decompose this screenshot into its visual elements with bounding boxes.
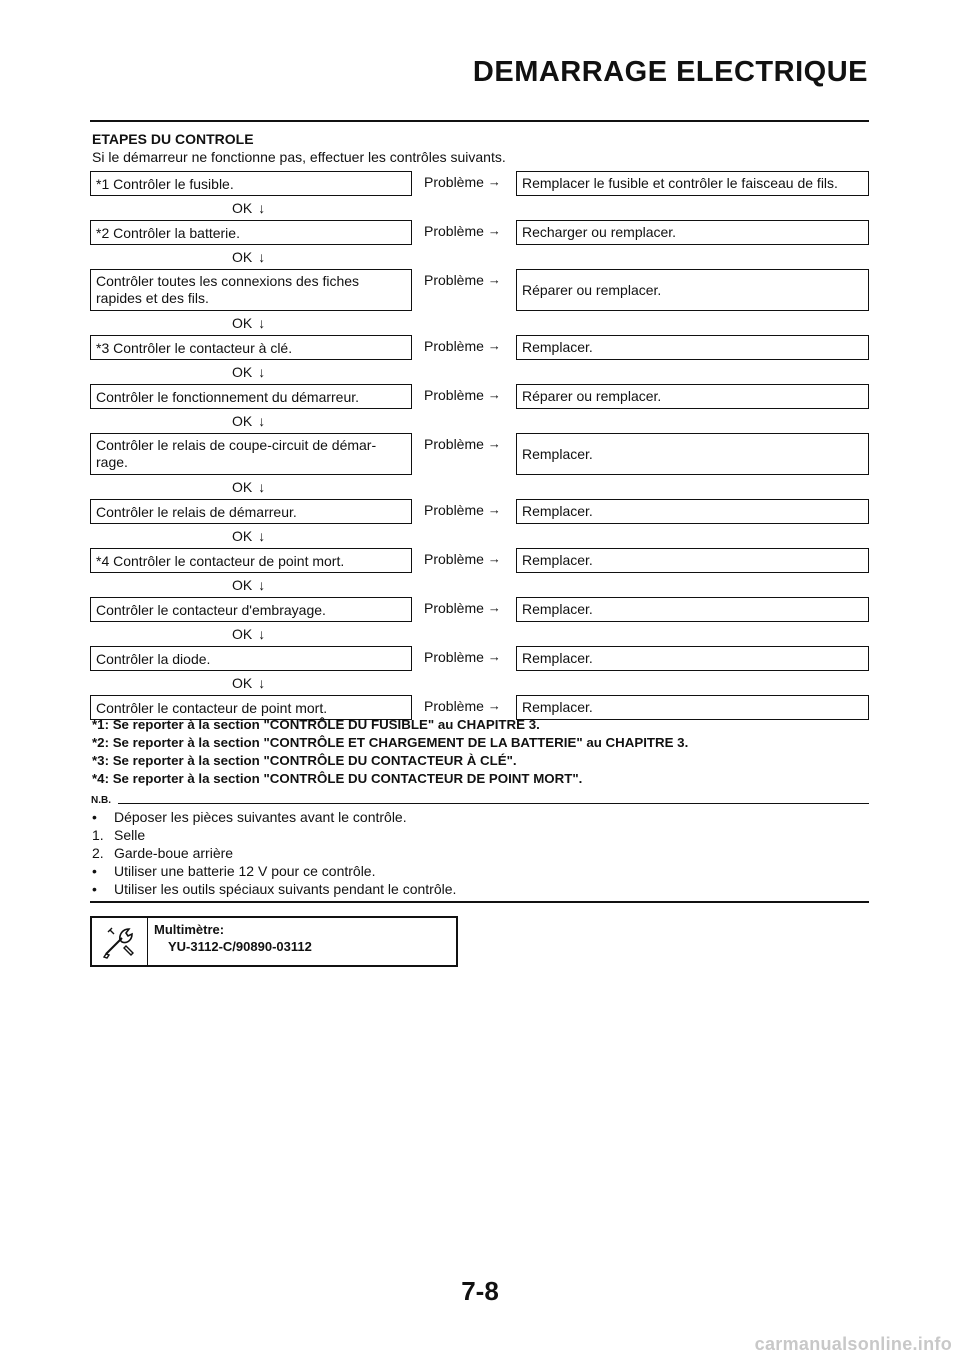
check-step xyxy=(90,597,870,622)
problem-label: Problème → xyxy=(424,698,501,714)
note-item: • Déposer les pièces suivantes avant le contrôle. xyxy=(92,809,407,825)
problem-label: Problème → xyxy=(424,387,501,403)
arrow-right-icon: → xyxy=(487,272,501,287)
tool-name: Multimètre: xyxy=(154,922,225,937)
arrow-down-icon: ↓ xyxy=(258,315,266,331)
arrow-down-icon: ↓ xyxy=(258,675,266,691)
check-step xyxy=(90,646,870,671)
action-box: Remplacer le fusible et contrôler le faisceau de fils. xyxy=(516,171,869,196)
problem-label: Problème → xyxy=(424,174,501,190)
check-step xyxy=(90,335,870,360)
special-tool-box xyxy=(90,916,458,967)
arrow-right-icon: → xyxy=(487,698,501,713)
reference-line: *2: Se reporter à la section "CONTRÔLE ET CHARGEMENT DE LA BATTERIE" au CHAPITRE 3. xyxy=(92,735,689,750)
problem-label: Problème → xyxy=(424,649,501,665)
arrow-down-icon: ↓ xyxy=(258,626,266,642)
problem-label: Problème → xyxy=(424,551,501,567)
reference-notes xyxy=(92,716,688,788)
arrow-down-icon: ↓ xyxy=(258,200,266,216)
check-box: Contrôler le relais de démarreur. xyxy=(90,499,412,524)
note-item: • Utiliser une batterie 12 V pour ce contrôle. xyxy=(92,863,376,879)
note-label: N.B. xyxy=(91,795,111,806)
ok-connector: OK ↓ xyxy=(232,200,266,216)
section-intro: Si le démarreur ne fonctionne pas, effectuer les contrôles suivants. xyxy=(92,149,506,165)
arrow-right-icon: → xyxy=(487,649,501,664)
check-step xyxy=(90,499,870,524)
check-box: *3 Contrôler le contacteur à clé. xyxy=(90,335,412,360)
ok-connector: OK ↓ xyxy=(232,249,266,265)
arrow-down-icon: ↓ xyxy=(258,528,266,544)
problem-label: Problème → xyxy=(424,338,501,354)
ok-connector: OK ↓ xyxy=(232,364,266,380)
ok-connector: OK ↓ xyxy=(232,675,266,691)
problem-label: Problème → xyxy=(424,600,501,616)
action-box: Remplacer. xyxy=(516,695,869,720)
arrow-down-icon: ↓ xyxy=(258,479,266,495)
ok-connector: OK ↓ xyxy=(232,413,266,429)
action-box: Remplacer. xyxy=(516,548,869,573)
problem-label: Problème → xyxy=(424,272,501,288)
check-box: Contrôler la diode. xyxy=(90,646,412,671)
check-box: *1 Contrôler le fusible. xyxy=(90,171,412,196)
action-box: Remplacer. xyxy=(516,646,869,671)
action-box: Réparer ou remplacer. xyxy=(516,269,869,311)
note-list xyxy=(92,809,456,899)
arrow-down-icon: ↓ xyxy=(258,413,266,429)
watermark: carmanualsonline.info xyxy=(754,1334,952,1354)
action-box: Réparer ou remplacer. xyxy=(516,384,869,409)
title-divider xyxy=(90,120,869,122)
note-end-divider xyxy=(90,901,869,903)
check-box: *2 Contrôler la batterie. xyxy=(90,220,412,245)
ok-connector: OK ↓ xyxy=(232,577,266,593)
arrow-right-icon: → xyxy=(487,600,501,615)
reference-line: *4: Se reporter à la section "CONTRÔLE DU CONTACTEUR DE POINT MORT". xyxy=(92,771,583,786)
arrow-right-icon: → xyxy=(487,338,501,353)
note-item: 2. Garde-boue arrière xyxy=(92,845,234,861)
note-divider xyxy=(118,803,869,804)
action-box: Remplacer. xyxy=(516,335,869,360)
arrow-down-icon: ↓ xyxy=(258,249,266,265)
reference-line: *1: Se reporter à la section "CONTRÔLE DU FUSIBLE" au CHAPITRE 3. xyxy=(92,717,540,732)
check-step xyxy=(90,269,870,311)
special-tool-icon xyxy=(92,918,148,965)
arrow-right-icon: → xyxy=(487,387,501,402)
arrow-right-icon: → xyxy=(487,551,501,566)
check-step xyxy=(90,171,870,196)
problem-label: Problème → xyxy=(424,502,501,518)
check-step xyxy=(90,220,870,245)
check-box: Contrôler toutes les connexions des fiches rapides et des fils. xyxy=(90,269,412,311)
action-box: Remplacer. xyxy=(516,433,869,475)
check-flowchart xyxy=(90,171,870,720)
check-step xyxy=(90,384,870,409)
page-number: 7-8 xyxy=(461,1276,499,1306)
check-box: *4 Contrôler le contacteur de point mort. xyxy=(90,548,412,573)
tool-code: YU-3112-C/90890-03112 xyxy=(168,939,312,954)
page-title: DEMARRAGE ELECTRIQUE xyxy=(472,56,868,88)
problem-label: Problème → xyxy=(424,436,501,452)
note-item: • Utiliser les outils spéciaux suivants pendant le contrôle. xyxy=(92,881,457,897)
action-box: Remplacer. xyxy=(516,499,869,524)
check-box: Contrôler le contacteur d'embrayage. xyxy=(90,597,412,622)
ok-connector: OK ↓ xyxy=(232,479,266,495)
arrow-right-icon: → xyxy=(487,223,501,238)
action-box: Recharger ou remplacer. xyxy=(516,220,869,245)
check-step xyxy=(90,433,870,475)
check-box: Contrôler le relais de coupe-circuit de démar- rage. xyxy=(90,433,412,475)
ok-connector: OK ↓ xyxy=(232,528,266,544)
check-box: Contrôler le fonctionnement du démarreur. xyxy=(90,384,412,409)
arrow-right-icon: → xyxy=(487,502,501,517)
action-box: Remplacer. xyxy=(516,597,869,622)
arrow-down-icon: ↓ xyxy=(258,364,266,380)
arrow-right-icon: → xyxy=(487,174,501,189)
check-box: Contrôler le contacteur de point mort. xyxy=(90,695,412,720)
ok-connector: OK ↓ xyxy=(232,626,266,642)
ok-connector: OK ↓ xyxy=(232,315,266,331)
problem-label: Problème → xyxy=(424,223,501,239)
reference-line: *3: Se reporter à la section "CONTRÔLE DU CONTACTEUR À CLÉ". xyxy=(92,753,517,768)
arrow-down-icon: ↓ xyxy=(258,577,266,593)
check-step xyxy=(90,548,870,573)
arrow-right-icon: → xyxy=(487,436,501,451)
section-heading: ETAPES DU CONTROLE xyxy=(92,131,254,147)
note-item: 1. Selle xyxy=(92,827,146,843)
